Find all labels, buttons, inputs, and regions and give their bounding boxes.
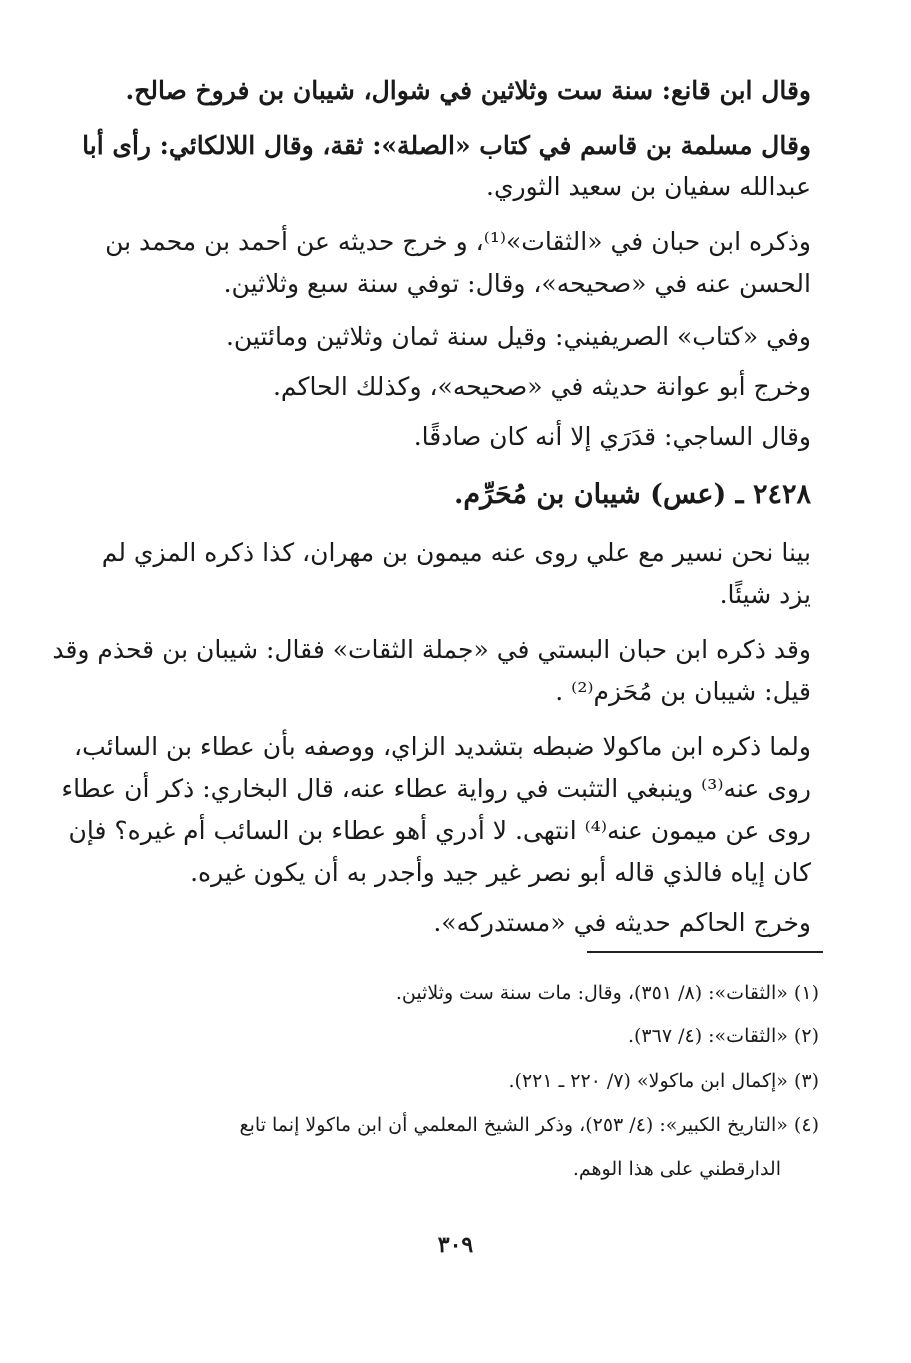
body-line: وخرج الحاكم حديثه في «مستدركه». [433,908,811,937]
body-line: يزد شيئًا. [719,580,811,609]
body-line: ولما ذكره ابن ماكولا ضبطه بتشديد الزاي، ووصفه بأن عطاء بن السائب، [74,732,811,761]
body-line: وقال ابن قانع: سنة ست وثلاثين في شوال، شيبان بن فروخ صالح. [125,76,811,105]
body-line: وقال مسلمة بن قاسم في كتاب «الصلة»: ثقة، وقال اللالكائي: رأى أبا [82,131,811,160]
footnote-3: (٣) «إكمال ابن ماكولا» (٧/ ٢٢٠ ـ ٢٢١). [508,1070,819,1092]
footnote-2: (٢) «الثقات»: (٤/ ٣٦٧). [627,1025,819,1047]
body-line: روى عنه⁽³⁾ وينبغي التثبت في رواية عطاء عنه، قال البخاري: ذكر أن عطاء [61,774,811,803]
footnote-4: (٤) «التاريخ الكبير»: (٤/ ٢٥٣)، وذكر الشيخ المعلمي أن ابن ماكولا إنما تابع [239,1114,819,1136]
body-line: روى عن ميمون عنه⁽⁴⁾ انتهى. لا أدري أهو عطاء بن السائب أم غيره؟ فإن [68,816,811,845]
body-line: الحسن عنه في «صحيحه»، وقال: توفي سنة سبع وثلاثين. [223,269,811,298]
body-line: بينا نحن نسير مع علي روى عنه ميمون بن مهران، كذا ذكره المزي لم [101,538,811,567]
page-number: ٣٠٩ [437,1232,474,1258]
body-line: وخرج أبو عوانة حديثه في «صحيحه»، وكذلك الحاكم. [272,372,811,401]
body-line: وقال الساجي: قدَرَي إلا أنه كان صادقًا. [413,422,811,451]
entry-heading: ٢٤٢٨ ـ (عس) شيبان بن مُحَرِّم. [454,479,811,510]
body-line: قيل: شيبان بن مُحَزم⁽²⁾ . [555,677,811,706]
body-line: وذكره ابن حبان في «الثقات»⁽¹⁾، و خرج حديثه عن أحمد بن محمد بن [105,227,811,256]
body-line: عبدالله سفيان بن سعيد الثوري. [486,172,811,201]
footnote-divider [587,951,823,953]
body-line: وقد ذكره ابن حبان البستي في «جملة الثقات» فقال: شيبان بن قحذم وقد [52,635,811,664]
body-line: وفي «كتاب» الصريفيني: وقيل سنة ثمان وثلاثين ومائتين. [225,322,811,351]
body-line: كان إياه فالذي قاله أبو نصر غير جيد وأجدر به أن يكون غيره. [190,858,811,887]
footnote-1: (١) «الثقات»: (٨/ ٣٥١)، وقال: مات سنة ست وثلاثين. [395,982,819,1004]
footnote-4-continued: الدارقطني على هذا الوهم. [572,1158,781,1180]
